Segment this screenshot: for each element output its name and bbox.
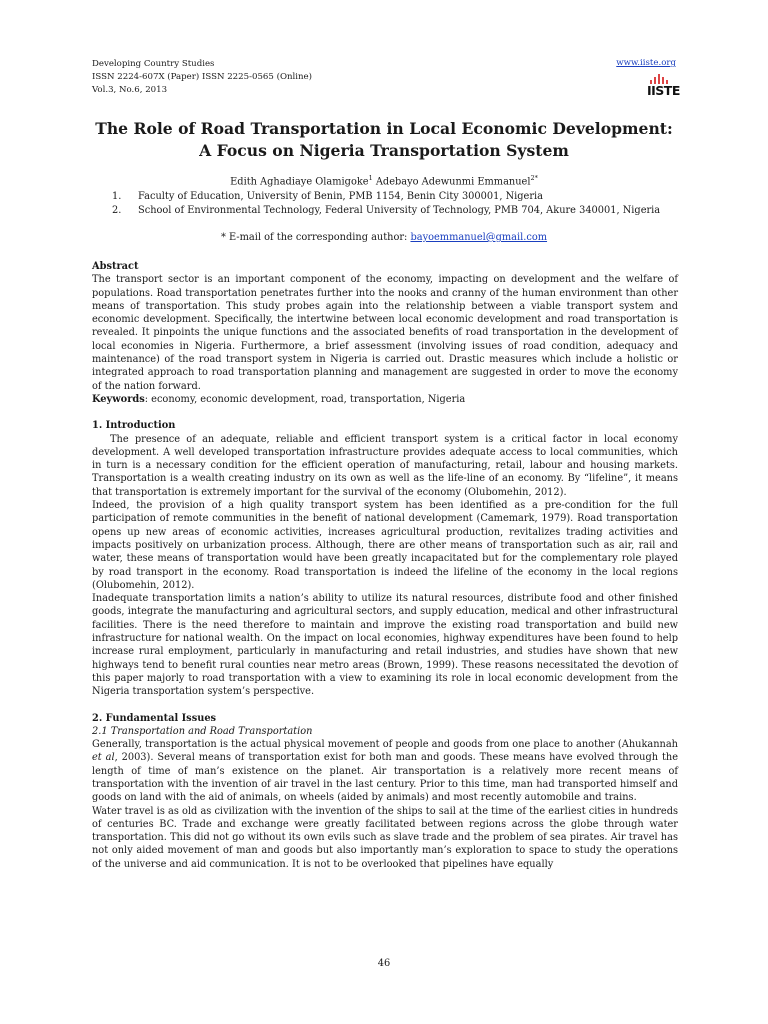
section2-p1-part-a: Generally, transportation is the actual physical movement of people and goods from one place to another (Ahukannah	[92, 739, 678, 751]
affiliation-number: 2.	[112, 204, 122, 216]
affiliation-item	[108, 190, 678, 204]
affiliation-list	[108, 190, 678, 217]
journal-name: Developing Country Studies	[92, 59, 215, 69]
logo-text: IISTE	[647, 83, 680, 98]
intro-paragraph-2: Indeed, the provision of a high quality transport system has been identified as a pre-condition for the full participation of remote communities in the benefit of national development (Camemark, 1979). Road transportation opens up new areas of economic activities, increases agricultural production, revitalizes trading activities and impacts positively on urbanization process. Although, there are other means of transportation such as air, rail and water, these means of transportation would have been greatly incapacitated but for the complementary role played by road transport in the economy. Road transportation is indeed the lifeline of the economy in the local regions (Olubomehin, 2012).	[92, 500, 678, 591]
section2-paragraph-1	[92, 738, 678, 804]
email-link[interactable]: bayoemmanuel@gmail.com	[410, 232, 548, 243]
abstract-heading: Abstract	[92, 261, 139, 272]
volume-line: Vol.3, No.6, 2013	[92, 85, 168, 95]
keywords-label: Keywords	[92, 393, 145, 405]
author-1-sup: 1	[368, 174, 373, 182]
keywords-line	[92, 393, 678, 406]
section2-p1-part-b: , 2003). Several means of transportation exist for both man and goods. These means have evolved through the length of time of man’s existence on the planet. Air transportation is a relatively more recent means of transportation with the invention of air travel in the last century. Prior to this time, man had transported himself and goods on land with the aid of animals, on wheels (aided by animals) and most recently automobile and trains.	[92, 752, 678, 804]
abstract-text: The transport sector is an important component of the economy, impacting on development and the welfare of populations. Road transportation penetrates further into the nooks and cranny of the human environment than other means of transportation. This study probes again into the relationship between a viable transport system and economic development. Specifically, the intertwine between local economic development and road transportation is revealed. It pinpoints the unique functions and the associated benefits of road transportation in the development of local economies in Nigeria. Furthermore, a brief assessment (involving issues of road condition, adequacy and maintenance) of the road transport system in Nigeria is carried out. Drastic measures which include a holistic or integrated approach to road transportation planning and management are suggested in order to move the economy of the nation forward.	[92, 274, 678, 392]
email-prefix: * E-mail of the corresponding author:	[220, 232, 411, 243]
header-right	[616, 58, 680, 104]
author-line	[92, 174, 676, 187]
paper-title	[92, 118, 676, 162]
section2-heading: 2. Fundamental Issues	[92, 712, 217, 724]
page-number: 46	[377, 958, 391, 969]
title-line-2: A Focus on Nigeria Transportation System	[199, 141, 569, 160]
section2-paragraph-2: Water travel is as old as civilization with the invention of the ships to sail at the time of the earliest cities in hundreds of centuries BC. Trade and exchange were greatly facilitated between regions across the globe through water transportation. This did not go without its own evils such as slave trade and the problem of sea pirates. Air travel has not only aided movement of man and goods but also importantly man’s exploration to space to study the operations of the universe and aid communication. It is not to be overlooked that pipelines have equally	[92, 805, 678, 870]
journal-header	[92, 58, 312, 97]
title-line-1: The Role of Road Transportation in Local Economic Development:	[95, 119, 673, 138]
section2-p1-etal: et al	[92, 752, 115, 764]
paper-body	[92, 260, 678, 871]
affiliation-item	[108, 204, 678, 218]
affiliation-text: Faculty of Education, University of Benin, PMB 1154, Benin City 300001, Nigeria	[138, 191, 544, 202]
affiliation-text: School of Environmental Technology, Federal University of Technology, PMB 704, Akure 340001, Nigeria	[138, 204, 661, 216]
affiliation-number: 1.	[112, 191, 122, 202]
iiste-logo-icon	[646, 72, 680, 100]
keywords-text: : economy, economic development, road, transportation, Nigeria	[144, 393, 466, 405]
author-1: Edith Aghadiaye Olamigoke	[230, 176, 369, 188]
author-2: Adebayo Adewunmi Emmanuel	[372, 176, 531, 188]
corresponding-email	[92, 232, 676, 243]
issn-line: ISSN 2224-607X (Paper) ISSN 2225-0565 (Online)	[92, 72, 312, 82]
intro-heading: 1. Introduction	[92, 420, 176, 432]
intro-paragraph-3: Inadequate transportation limits a nation’s ability to utilize its natural resources, distribute food and other finished goods, integrate the manufacturing and agricultural sectors, and supply education, medical and other infrastructural facilities. There is the need therefore to maintain and improve the existing road transportation and build new infrastructure for national wealth. On the impact on local economies, highway expenditures have been found to help increase rural employment, particularly in manufacturing and retail industries, and studies have shown that new highways tend to benefit rural counties near metro areas (Brown, 1999). These reasons necessitated the devotion of this paper majorly to road transportation with a view to examining its role in local economic development from the Nigeria transportation system’s perspective.	[92, 593, 678, 698]
intro-paragraph-1: The presence of an adequate, reliable and efficient transport system is a critical factor in local economy development. A well developed transportation infrastructure provides adequate access to local communities, which in turn is a necessary condition for the efficient operation of manufacturing, retail, labour and housing markets. Transportation is a wealth creating industry on its own as well as the life-line of an economy. By “lifeline”, it means that transportation is extremely important for the survival of the economy (Olubomehin, 2012).	[92, 433, 678, 498]
section2-subheading: 2.1 Transportation and Road Transportation	[92, 725, 313, 737]
author-2-sup: 2*	[530, 174, 538, 182]
website-link[interactable]: www.iiste.org	[616, 58, 676, 68]
